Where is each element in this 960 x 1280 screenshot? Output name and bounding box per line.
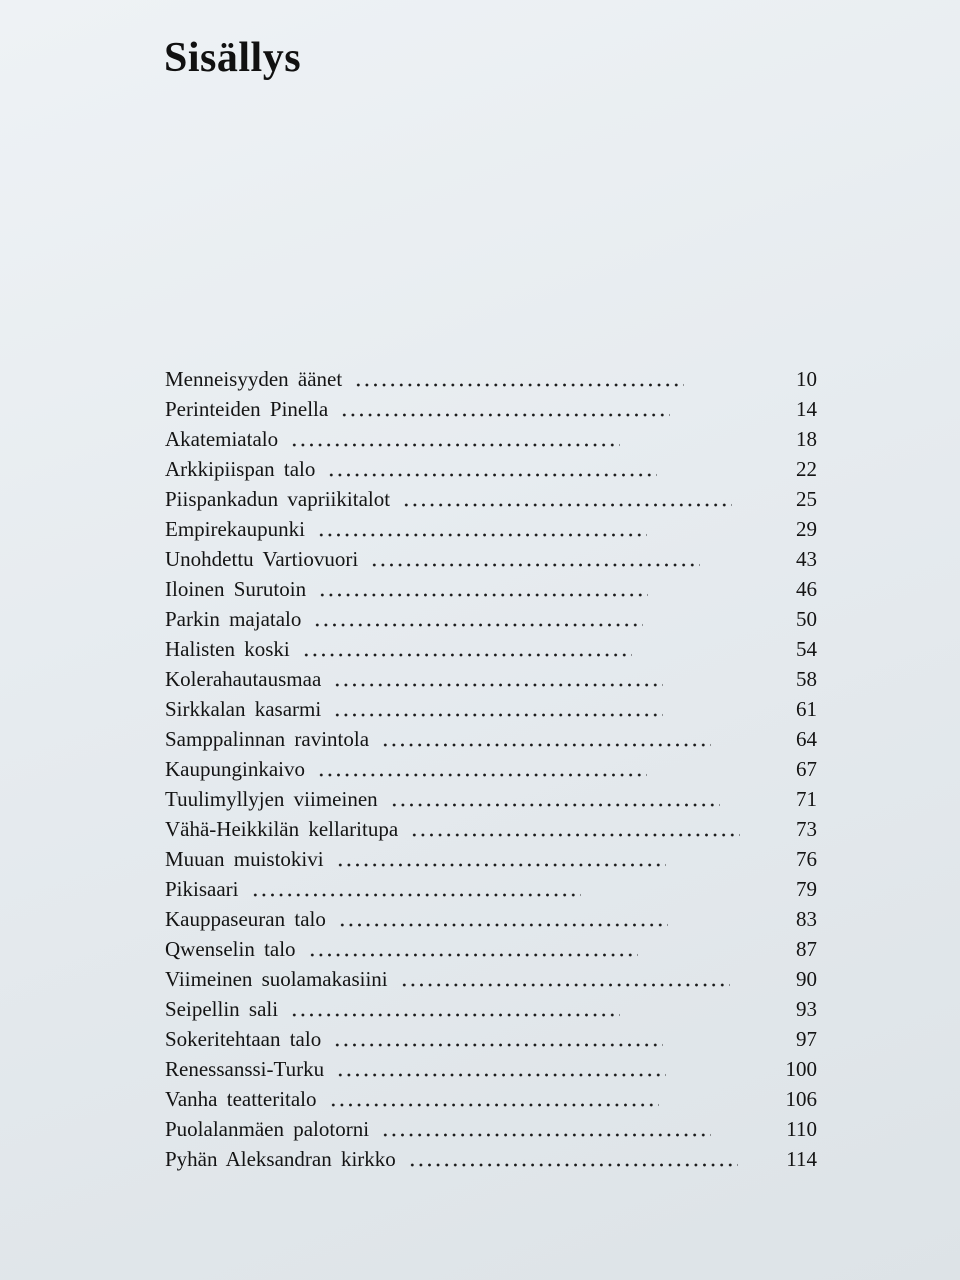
toc-entry-page-number: 93 [796, 997, 817, 1021]
toc-entry [165, 454, 817, 484]
toc-entry-title: Vanha teatteritalo [165, 1087, 317, 1111]
toc-entry-title: Pyhän Aleksandran kirkko [165, 1147, 396, 1171]
dot-leader [302, 653, 632, 657]
toc-entry [165, 1054, 817, 1084]
toc-entry [165, 784, 817, 814]
dot-leader [317, 533, 647, 537]
dot-leader [333, 1043, 663, 1047]
toc-entry-page-number: 97 [796, 1027, 817, 1051]
toc-entry [165, 904, 817, 934]
toc-entry-page-number: 18 [796, 427, 817, 451]
toc-entry-title: Piispankadun vapriikitalot [165, 487, 391, 511]
toc-entry-page-number: 87 [796, 937, 817, 961]
toc-entry-page-number: 54 [796, 637, 817, 661]
toc-entry-title: Halisten koski [165, 637, 290, 661]
toc-entry [165, 874, 817, 904]
toc-entry-page-number: 22 [796, 457, 817, 481]
dot-leader [410, 833, 740, 837]
toc-entry-page-number: 90 [796, 967, 817, 991]
dot-leader [290, 1013, 620, 1017]
dot-leader [390, 803, 720, 807]
toc-entry-title: Muuan muistokivi [165, 847, 324, 871]
toc-entry [165, 694, 817, 724]
toc-entry [165, 754, 817, 784]
toc-entry [165, 994, 817, 1024]
toc-entry-title: Samppalinnan ravintola [165, 727, 370, 751]
dot-leader [329, 1103, 659, 1107]
toc-entry [165, 634, 817, 664]
toc-entry-page-number: 25 [796, 487, 817, 511]
toc-entry-title: Vähä-Heikkilän kellaritupa [165, 817, 399, 841]
toc-entry-page-number: 58 [796, 667, 817, 691]
toc-entry-page-number: 50 [796, 607, 817, 631]
dot-leader [327, 473, 657, 477]
dot-leader [333, 713, 663, 717]
dot-leader [402, 503, 732, 507]
dot-leader [308, 953, 638, 957]
dot-leader [370, 563, 700, 567]
dot-leader [381, 1133, 711, 1137]
toc-entry-page-number: 76 [796, 847, 817, 871]
toc-entry-page-number: 106 [785, 1087, 817, 1111]
toc-entry-title: Tuulimyllyjen viimeinen [165, 787, 378, 811]
toc-entry [165, 934, 817, 964]
toc-entry [165, 424, 817, 454]
page-title: Sisällys [164, 35, 302, 81]
toc-entry-page-number: 43 [796, 547, 817, 571]
toc-entry [165, 394, 817, 424]
toc-entry [165, 484, 817, 514]
toc-entry-page-number: 73 [796, 817, 817, 841]
dot-leader [251, 893, 581, 897]
dot-leader [290, 443, 620, 447]
toc-entry-page-number: 100 [785, 1057, 817, 1081]
toc-entry-title: Pikisaari [165, 877, 239, 901]
toc-entry-title: Perinteiden Pinella [165, 397, 329, 421]
toc-entry [165, 844, 817, 874]
toc-entry-title: Qwenselin talo [165, 937, 296, 961]
toc-entry [165, 364, 817, 394]
toc-entry-page-number: 71 [796, 787, 817, 811]
toc-entry-title: Kaupunginkaivo [165, 757, 305, 781]
toc-entry-title: Sirkkalan kasarmi [165, 697, 322, 721]
toc-entry-page-number: 46 [796, 577, 817, 601]
toc-entry [165, 724, 817, 754]
toc-entry-title: Arkkipiispan talo [165, 457, 316, 481]
toc-entry-title: Unohdettu Vartiovuori [165, 547, 359, 571]
dot-leader [340, 413, 670, 417]
toc-entry-page-number: 14 [796, 397, 817, 421]
toc-entry [165, 514, 817, 544]
toc-entry [165, 1024, 817, 1054]
toc-entry-title: Renessanssi-Turku [165, 1057, 325, 1081]
table-of-contents [165, 364, 817, 1174]
toc-entry [165, 814, 817, 844]
dot-leader [333, 683, 663, 687]
toc-entry-title: Viimeinen suolamakasiini [165, 967, 388, 991]
toc-entry-title: Sokeritehtaan talo [165, 1027, 322, 1051]
dot-leader [318, 593, 648, 597]
toc-entry-title: Parkin majatalo [165, 607, 302, 631]
dot-leader [400, 983, 730, 987]
toc-entry [165, 1084, 817, 1114]
toc-entry [165, 574, 817, 604]
toc-entry [165, 604, 817, 634]
toc-entry-title: Puolalanmäen palotorni [165, 1117, 370, 1141]
dot-leader [354, 383, 684, 387]
toc-entry-page-number: 83 [796, 907, 817, 931]
toc-entry-title: Kolerahautausmaa [165, 667, 322, 691]
toc-entry [165, 664, 817, 694]
toc-entry-page-number: 64 [796, 727, 817, 751]
toc-entry-title: Menneisyyden äänet [165, 367, 343, 391]
toc-entry [165, 1114, 817, 1144]
toc-entry-title: Empirekaupunki [165, 517, 305, 541]
toc-entry-title: Iloinen Surutoin [165, 577, 307, 601]
toc-entry-page-number: 110 [786, 1117, 817, 1141]
dot-leader [317, 773, 647, 777]
toc-entry-title: Seipellin sali [165, 997, 279, 1021]
dot-leader [408, 1163, 738, 1167]
toc-entry-page-number: 10 [796, 367, 817, 391]
dot-leader [336, 863, 666, 867]
toc-entry-page-number: 67 [796, 757, 817, 781]
toc-entry-page-number: 29 [796, 517, 817, 541]
toc-entry [165, 964, 817, 994]
toc-entry-page-number: 114 [786, 1147, 817, 1171]
toc-entry-page-number: 61 [796, 697, 817, 721]
dot-leader [336, 1073, 666, 1077]
dot-leader [381, 743, 711, 747]
toc-entry-title: Kauppaseuran talo [165, 907, 326, 931]
dot-leader [313, 623, 643, 627]
dot-leader [338, 923, 668, 927]
toc-entry [165, 544, 817, 574]
toc-entry-page-number: 79 [796, 877, 817, 901]
toc-entry [165, 1144, 817, 1174]
toc-entry-title: Akatemiatalo [165, 427, 279, 451]
